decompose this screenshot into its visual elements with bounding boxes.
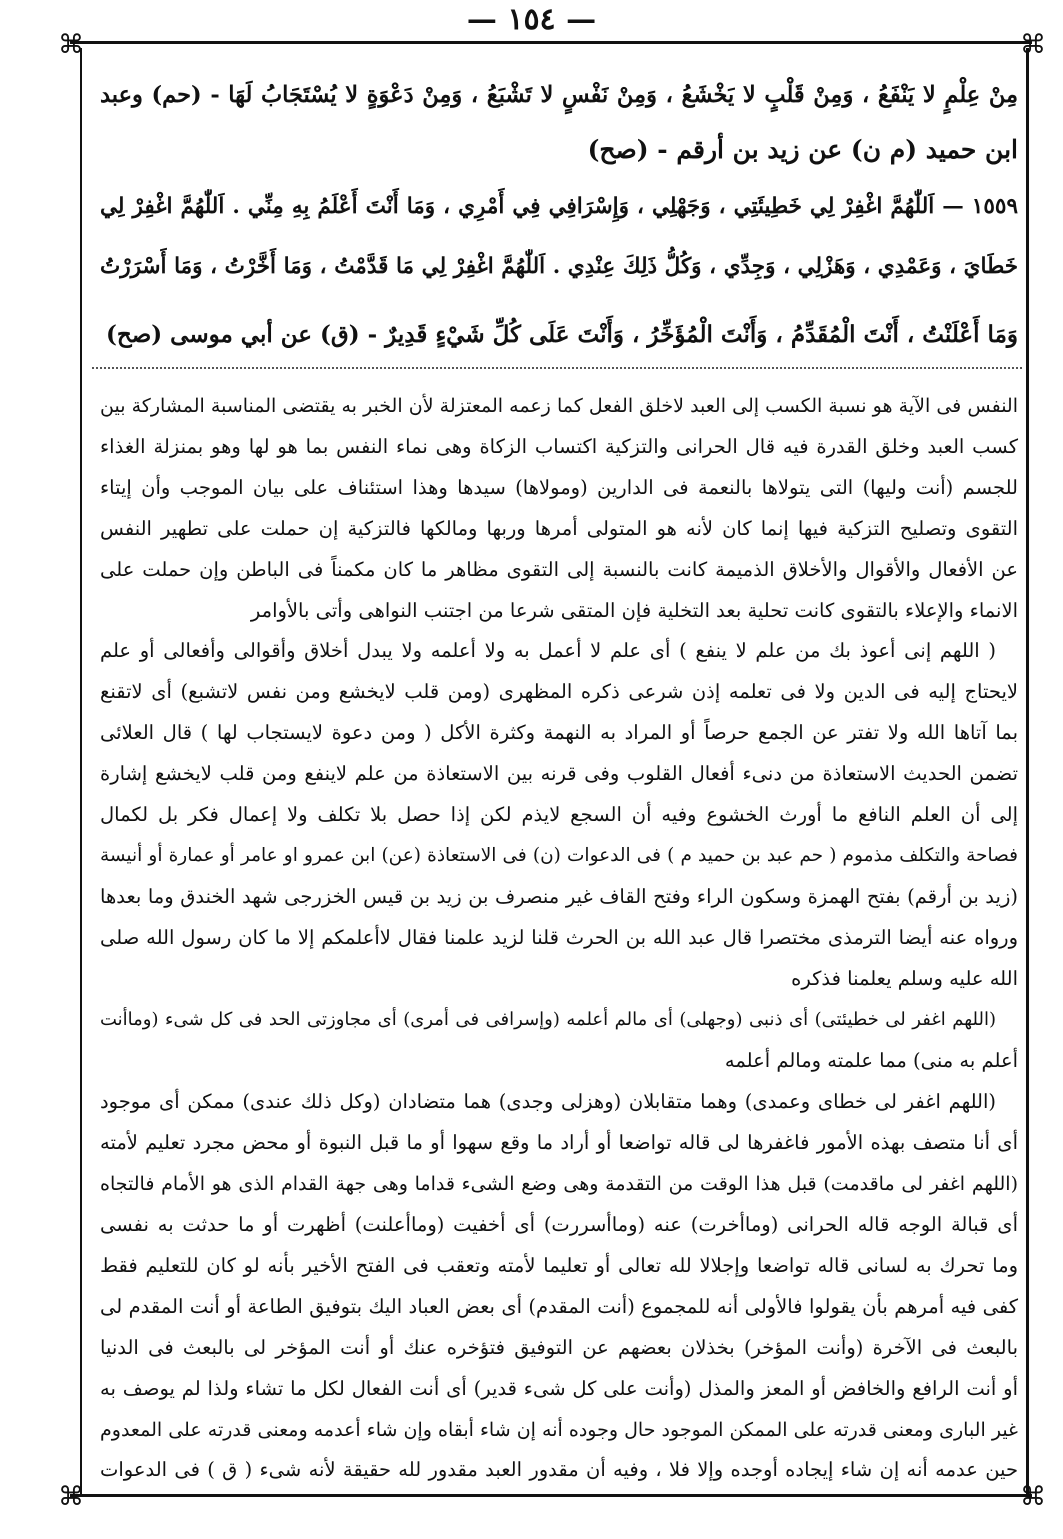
hadith-line: وَمَا أَعْلَنْتُ ، أَنْتَ الْمُقَدِّمُ ، وَأَنْتَ الْمُؤَخِّرُ ، وَأَنْتَ عَلَى كُلِّ شَيْءٍ قَدِيرٌ - (ق) عن أبي موسى (صح) — [106, 321, 1018, 348]
ornament-icon: ⌘ — [58, 1482, 84, 1512]
commentary-line: بما آتاها الله ولا تفتر عن الجمع حرصاً أو المراد به النهمة وكثرة الأكل ( ومن دعوة لايستجاب لها ) قال العلائى — [100, 721, 1018, 744]
ornament-icon: ⌘ — [1020, 1482, 1046, 1512]
ornament-icon: ⌘ — [58, 30, 84, 60]
separator-dotted — [92, 367, 1022, 369]
commentary-line: (زيد بن أرقم) بفتح الهمزة وسكون الراء وفتح القاف غير منصرف بن زيد بن قيس الخزرجى شهد الخندق وما بعدها — [100, 885, 1018, 908]
commentary-line: وما تحرك به لسانى قاله تواضعا وإجلالا لله تعالى أو تعليما لأمته وتعقب فى الفتح الأخير بأنه لو كان للتعليم فقط — [100, 1254, 1018, 1277]
commentary-line: لايحتاج إليه فى الدين ولا فى تعلمه إذن شرعى ذكره المظهرى (ومن قلب لايخشع ومن نفس لاتشبع) أى لاتقنع — [100, 680, 1018, 703]
commentary-line: غير البارى ومعنى قدرته على الممكن الموجود حال وجوده أنه إن شاء أبقاه وإن شاء أعدمه ومعنى قدرته على المعدوم — [100, 1419, 1018, 1441]
commentary-line: ورواه عنه أيضا الترمذى مختصرا قال عبد الله بن الحرث قلنا لزيد علمنا فقال لاأعلمكم إلا ما كان رسول الله صلى — [100, 926, 1018, 949]
commentary-line: ( اللهم إنى أعوذ بك من علم لا ينفع ) أى علم لا أعمل به ولا أعلمه ولا يبدل أخلاق وأقوالى وأفعالى أو علم — [100, 639, 996, 662]
commentary-line: التقوى وتصليح التزكية فيها إنما كان لأنه هو المتولى أمرها وربها ومالكها فالتزكية إن حملت على تطهير النفس — [100, 517, 1018, 540]
commentary-line: الله عليه وسلم يعلمنا فذكره — [791, 967, 1018, 990]
commentary-line: فصاحة والتكلف مذموم ( حم عبد بن حميد م ) فى الدعوات (ن) فى الاستعاذة (عن) ابن عمرو او عامر أو عمارة أو أنيسة — [100, 845, 1018, 866]
hadith-line: ابن حميد (م ن) عن زيد بن أرقم - (صح) — [587, 135, 1018, 164]
commentary-line: أى قبالة الوجه قاله الحرانى (وماأخرت) عنه (وماأسررت) أى أخفيت (وماأعلنت) أظهرت أو ما حدثت به نفسى — [100, 1213, 1018, 1236]
bottom-rule — [70, 1494, 1032, 1497]
commentary-line: (اللهم اغفر لى ماقدمت) قبل هذا الوقت من التقدمة وهى وضع الشىء قداما وهى جهة القدام الذى هو الأمام فالتجاه — [100, 1173, 1018, 1195]
commentary-line: إلى أن العلم النافع ما أورث الخشوع وفيه أن السجع لايذم لكن إذا حصل بلا تكلف ولا إعمال فكر بل لكمال — [100, 803, 1018, 826]
hadith-line: ١٥٥٩ — اَللّٰهُمَّ اغْفِرْ لِي خَطِيئَتِي ، وَجَهْلِي ، وَإِسْرَافِي فِي أَمْرِي ، وَمَا أَنْتَ أَعْلَمُ بِهِ مِنِّي . اَللّٰهُمَّ اغْفِرْ لِي — [100, 194, 1018, 219]
commentary-line: عن الأفعال والأقوال والأخلاق الذميمة كانت بالنسبة إلى التقوى مظاهر ما كان مكمناً فى الباطن وإن حملت على — [100, 558, 1018, 581]
commentary-line: أعلم به منى) مما علمته ومالم أعلمه — [724, 1049, 1018, 1072]
page-number: — ١٥٤ — — [466, 2, 597, 37]
commentary-line: (اللهم اغفر لى خطيئتى) أى ذنبى (وجهلى) أى مالم أعلمه (وإسرافى فى أمرى) أى مجاوزتى الحد فى كل شىء (وماأنت — [100, 1009, 996, 1030]
commentary-line: (اللهم اغفر لى خطاى وعمدى) وهما متقابلان (وهزلى وجدى) هما متضادان (وكل ذلك عندى) ممكن أى موجود — [100, 1090, 996, 1113]
commentary-line: حين عدمه أنه إن شاء إيجاده أوجده وإلا فلا ، وفيه أن مقدور العبد مقدور لله حقيقة لأنه شىء ( ق ) فى الدعوات — [100, 1458, 1018, 1481]
commentary-line: الانماء والإعلاء بالتقوى كانت تحلية بعد التخلية فإن المتقى شرعا من اجتنب النواهى وأتى بالأوامر — [250, 599, 1018, 622]
commentary-line: للجسم (أنت وليها) التى يتولاها بالنعمة فى الدارين (ومولاها) سيدها وهذا استئناف على بيان الموجب وأن إيتاء — [100, 476, 1018, 499]
top-rule — [70, 41, 1032, 44]
commentary-line: كسب العبد وخلق القدرة فيه قال الحرانى والتزكية اكتساب الزكاة وهى نماء النفس بما هو لها وهو بمنزلة الغذاء — [100, 435, 1018, 458]
left-rule — [80, 48, 82, 1494]
commentary-line: تضمن الحديث الاستعاذة من دنىء أفعال القلوب وفى قرنه بين الاستعاذة من علم لاينفع ومن قلب لايخشع إشارة — [100, 762, 1018, 785]
commentary-line: أو أنت الرافع والخافض أو المعز والمذل (وأنت على كل شىء قدير) أى أنت الفعال لكل ما تشاء ولذا لم يوصف به — [100, 1377, 1018, 1400]
ornament-icon: ⌘ — [1020, 30, 1046, 60]
commentary-line: كفى فيه أمرهم بأن يقولوا فالأولى أنه للمجموع (أنت المقدم) أى بعض العباد اليك بتوفيق الطاعة أو أنت المقدم لى — [100, 1295, 1018, 1318]
commentary-line: أى أنا متصف بهذه الأمور فاغفرها لى قاله تواضعا أو أراد ما وقع سهوا أو ما قبل النبوة أو محض مجرد تعليم لأمته — [100, 1131, 1018, 1154]
hadith-line: مِنْ عِلْمٍ لا يَنْفَعُ ، وَمِنْ قَلْبٍ لا يَخْشَعُ ، وَمِنْ نَفْسٍ لا تَشْبَعُ ، وَمِنْ دَعْوَةٍ لا يُسْتَجَابُ لَهَا - (حم) وعبد — [100, 82, 1018, 108]
right-rule — [1026, 48, 1029, 1494]
hadith-line: خَطَايَ ، وَعَمْدِي ، وَهَزْلِي ، وَجِدِّي ، وَكُلُّ ذَلِكَ عِنْدِي . اَللّٰهُمَّ اغْفِرْ لِي مَا قَدَّمْتُ ، وَمَا أَخَّرْتُ ، وَمَا أَسْرَرْتُ — [100, 254, 1018, 279]
commentary-line: النفس فى الآية هو نسبة الكسب إلى العبد لاخلق الفعل كما زعمه المعتزلة لأن الخبر به يقتضى المناسبة المشاركة بين — [100, 395, 1018, 417]
commentary-line: بالبعث فى الآخرة (وأنت المؤخر) بخذلان بعضهم عن التوفيق فتؤخره عنك أو أنت المؤخر لى بالبعث فى الدنيا — [100, 1336, 1018, 1359]
